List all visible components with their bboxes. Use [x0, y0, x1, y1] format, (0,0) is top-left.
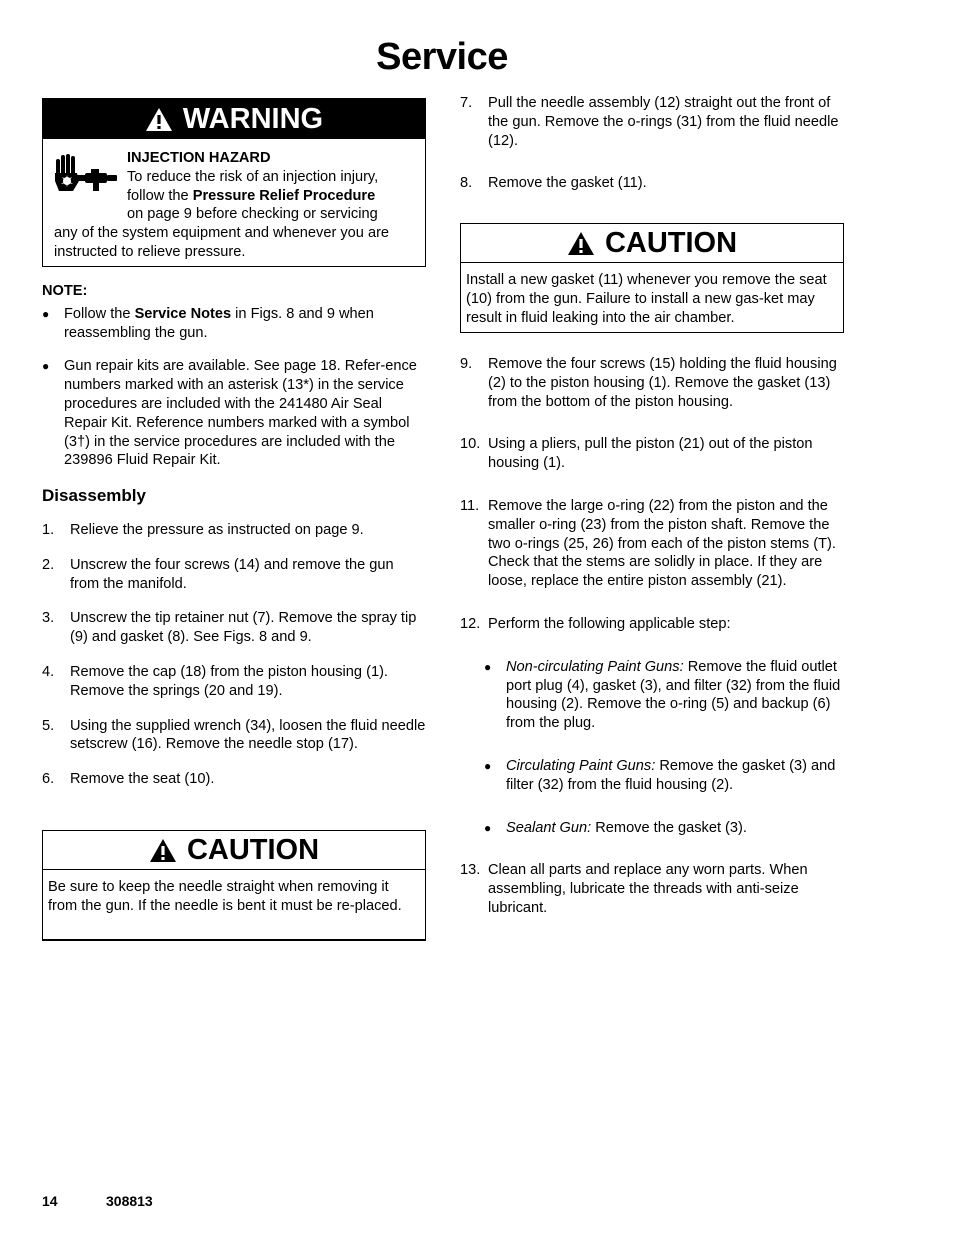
injection-hazard-hand-icon [53, 153, 119, 195]
pressure-relief-reference: Pressure Relief Procedure [192, 187, 376, 204]
list-item: ● Circulating Paint Guns: Remove the gasket (3) and filter (32) from the fluid housing (2). [484, 757, 836, 793]
step-item: 6. Remove the seat (10). [42, 771, 215, 788]
step-item: 2. Unscrew the four screws (14) and remove the gun from the manifold. [42, 556, 394, 592]
warning-text-line-3: on page 9 before checking or servicing [127, 206, 378, 223]
note-label: NOTE: [42, 283, 88, 299]
bullet-icon: ● [484, 820, 492, 835]
warning-text-line-4: any of the system equipment and whenever you are instructed to relieve pressure. [54, 225, 390, 260]
caution-text: Be sure to keep the needle straight when removing it from the gun. If the needle is bent it must be re-placed. [48, 879, 402, 914]
hazard-title: INJECTION HAZARD [127, 150, 271, 166]
caution-heading: CAUTION [186, 833, 320, 866]
section-heading: Disassembly [42, 486, 146, 505]
step-item: 11. Remove the large o-ring (22) from the piston and the smaller o-ring (23) from the piston shaft. Remove the two o-rings (25, 26) from each of the piston stems (T). Check that the stems are solidly in place. If they are loose, replace the entire piston assembly (21). [460, 497, 836, 590]
disassembly-section [42, 487, 426, 506]
list-item: ● Gun repair kits are available. See page 18. Refer-ence numbers marked with an asterisk (13*) in the service procedures are included with the 241480 Air Seal Repair Kit. Reference numbers marked with a symbol (3†) in the service procedures are included with the 239896 Fluid Repair Kit. [42, 358, 417, 469]
warning-text-line-1: To reduce the risk of an injection injury, [127, 168, 379, 185]
warning-triangle-icon [145, 107, 173, 132]
step-item: 13. Clean all parts and replace any worn parts. When assembling, lubricate the threads with anti-seize lubricant. [460, 862, 808, 916]
list-item: ● Follow the Service Notes in Figs. 8 and 9 when reassembling the gun. [42, 305, 374, 341]
warning-header [43, 99, 425, 139]
caution-header [43, 831, 425, 870]
caution-box-right [460, 223, 844, 333]
document-number: 308813 [106, 1193, 153, 1209]
warning-triangle-icon [149, 838, 177, 863]
step-item: 10. Using a pliers, pull the piston (21) out of the piston housing (1). [460, 436, 813, 472]
warning-heading: WARNING [182, 102, 324, 135]
note-section [42, 282, 426, 470]
bullet-icon: ● [42, 306, 50, 321]
list-item: ● Sealant Gun: Remove the gasket (3). [484, 819, 747, 836]
warning-body [43, 139, 425, 270]
warning-triangle-icon [567, 231, 595, 256]
bullet-icon: ● [484, 758, 492, 773]
page-title: Service [376, 36, 508, 78]
step-item: 12. Perform the following applicable step: [460, 615, 731, 632]
bullet-icon: ● [42, 359, 50, 374]
step-item: 3. Unscrew the tip retainer nut (7). Remove the spray tip (9) and gasket (8). See Figs. 8 and 9. [42, 610, 417, 646]
step-item: 5. Using the supplied wrench (34), loosen the fluid needle setscrew (16). Remove the needle stop (17). [42, 717, 426, 753]
step-list-right-top [460, 94, 844, 193]
step-list-left [42, 521, 426, 789]
page-number: 14 [42, 1193, 58, 1209]
caution-text: Install a new gasket (11) whenever you remove the seat (10) from the gun. Failure to install a new gas-ket may result in fluid leaking into the air chamber. [466, 272, 827, 326]
step-item: 4. Remove the cap (18) from the piston housing (1). Remove the springs (20 and 19). [42, 663, 388, 699]
step-item: 1. Relieve the pressure as instructed on page 9. [42, 522, 364, 538]
step-item: 8. Remove the gasket (11). [460, 175, 647, 192]
list-item: ● Non-circulating Paint Guns: Remove the fluid outlet port plug (4), gasket (3), and filter (32) from the fluid housing (2). Remove the o-ring (5) and backup (6) from the plug. [484, 658, 841, 732]
bullet-icon: ● [484, 659, 492, 674]
step-list-right [460, 355, 844, 918]
caution-header [461, 224, 843, 263]
step-item: 9. Remove the four screws (15) holding the fluid housing (2) to the piston housing (1). Remove the gasket (13) from the bottom of the piston housing. [460, 356, 837, 410]
warning-box [42, 98, 426, 267]
step-item: 7. Pull the needle assembly (12) straight out the front of the gun. Remove the o-rings (31) from the fluid needle (12). [460, 95, 839, 149]
warning-text-line-2: follow the Pressure Relief Procedure [127, 187, 376, 204]
caution-heading: CAUTION [604, 226, 738, 259]
caution-box-left [42, 830, 426, 941]
